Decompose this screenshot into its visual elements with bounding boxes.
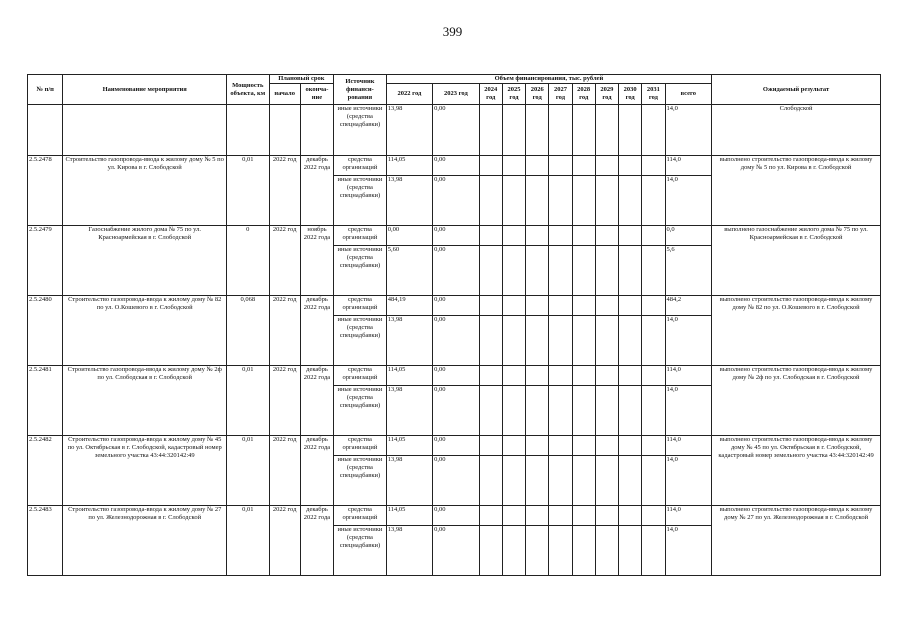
source-cell: иные источники (средства спецнадбавки): [334, 105, 387, 156]
header-year: 2022 год: [386, 84, 432, 105]
row-number: 2.5.2482: [28, 436, 63, 506]
empty-cell: [619, 526, 642, 576]
empty-cell: [526, 226, 549, 246]
end-cell: декабрь 2022 года: [300, 296, 333, 366]
empty-cell: [549, 226, 572, 246]
empty-cell: [595, 316, 618, 366]
empty-cell: [526, 316, 549, 366]
source-cell: средства организаций: [334, 156, 387, 176]
empty-cell: [549, 176, 572, 226]
value-2022: 114,05: [386, 506, 432, 526]
empty-cell: [479, 506, 502, 526]
header-year: 2023 год: [433, 84, 479, 105]
empty-cell: [595, 246, 618, 296]
empty-cell: [479, 436, 502, 456]
table-row: [28, 296, 881, 316]
empty-cell: [572, 226, 595, 246]
header-end: оконча-ние: [300, 84, 333, 105]
row-number: 2.5.2481: [28, 366, 63, 436]
header-source: Источник финанси-рования: [334, 75, 387, 105]
empty-cell: [502, 436, 525, 456]
empty-cell: [479, 156, 502, 176]
empty-cell: [479, 176, 502, 226]
header-year: 2025 год: [502, 84, 525, 105]
result-cell: выполнено строительство газопровода-ввода к жилому дому № 2ф по ул. Слободская в г. Слободской: [712, 366, 881, 436]
empty-cell: [572, 246, 595, 296]
capacity-cell: 0,01: [227, 366, 269, 436]
value-total: 0,0: [665, 226, 712, 246]
empty-cell: [642, 316, 665, 366]
funding-table: [27, 74, 881, 576]
empty-cell: [479, 456, 502, 506]
empty-cell: [642, 246, 665, 296]
value-2023: 0,00: [433, 246, 479, 296]
source-cell: иные источники (средства спецнадбавки): [334, 316, 387, 366]
header-year: 2030 год: [619, 84, 642, 105]
value-2022: 0,00: [386, 226, 432, 246]
end-cell: декабрь 2022 года: [300, 156, 333, 226]
value-2022: 114,05: [386, 156, 432, 176]
empty-cell: [502, 506, 525, 526]
header-capacity: Мощность объекта, км: [227, 75, 269, 105]
header-year: 2026 год: [526, 84, 549, 105]
empty-cell: [595, 156, 618, 176]
header-year: 2027 год: [549, 84, 572, 105]
empty-cell: [595, 176, 618, 226]
value-total: 14,0: [665, 456, 712, 506]
empty-cell: [572, 366, 595, 386]
value-2023: 0,00: [433, 105, 479, 156]
source-cell: средства организаций: [334, 436, 387, 456]
empty-cell: [595, 526, 618, 576]
empty-cell: [619, 316, 642, 366]
value-2022: 13,98: [386, 526, 432, 576]
result-cell: выполнено строительство газопровода-ввода к жилому дому № 82 по ул. О.Кошевого в г. Слободской: [712, 296, 881, 366]
page-number: 399: [442, 24, 463, 39]
empty-cell: [549, 246, 572, 296]
header-funding: Объем финансирования, тыс. рублей: [386, 75, 711, 84]
empty-cell: [595, 386, 618, 436]
value-2022: 13,98: [386, 105, 432, 156]
empty-cell: [642, 456, 665, 506]
empty-cell: [549, 456, 572, 506]
header-plan-term: Плановый срок: [269, 75, 334, 84]
empty-cell: [502, 526, 525, 576]
empty-cell: [479, 386, 502, 436]
header-total: всего: [665, 84, 712, 105]
result-cell: Слободской: [712, 105, 881, 156]
empty-cell: [549, 366, 572, 386]
value-2023: 0,00: [433, 506, 479, 526]
result-cell: выполнено строительство газопровода-ввода к жилому дому № 5 по ул. Кирова в г. Слободской: [712, 156, 881, 226]
capacity-cell: 0,01: [227, 506, 269, 576]
value-2023: 0,00: [433, 296, 479, 316]
value-2023: 0,00: [433, 176, 479, 226]
empty-cell: [642, 296, 665, 316]
empty-cell: [642, 386, 665, 436]
value-2022: 13,98: [386, 176, 432, 226]
empty-cell: [642, 156, 665, 176]
result-cell: выполнено газоснабжение жилого дома № 75 по ул. Красноармейская в г. Слободской: [712, 226, 881, 296]
empty-cell: [502, 456, 525, 506]
empty-cell: [572, 436, 595, 456]
empty-cell: [526, 526, 549, 576]
empty-cell: [572, 176, 595, 226]
carryover-row: [28, 105, 881, 156]
value-2022: 484,19: [386, 296, 432, 316]
start-cell: 2022 год: [269, 296, 300, 366]
value-2023: 0,00: [433, 156, 479, 176]
row-number: 2.5.2478: [28, 156, 63, 226]
value-total: 114,0: [665, 506, 712, 526]
value-2022: 13,98: [386, 316, 432, 366]
empty-cell: [619, 366, 642, 386]
empty-cell: [619, 386, 642, 436]
empty-cell: [502, 246, 525, 296]
empty-cell: [595, 366, 618, 386]
empty-cell: [619, 176, 642, 226]
empty-cell: [549, 156, 572, 176]
empty-cell: [479, 246, 502, 296]
value-2022: 5,60: [386, 246, 432, 296]
source-cell: иные источники (средства спецнадбавки): [334, 456, 387, 506]
result-cell: выполнено строительство газопровода-ввода к жилому дому № 45 по ул. Октябрьская в г. Слободской, кадастровый номер земельного участка 43:44:320142:49: [712, 436, 881, 506]
empty-cell: [526, 296, 549, 316]
empty-cell: [502, 156, 525, 176]
empty-cell: [619, 296, 642, 316]
header-year: 2028 год: [572, 84, 595, 105]
source-cell: средства организаций: [334, 366, 387, 386]
empty-cell: [526, 436, 549, 456]
empty-cell: [502, 386, 525, 436]
value-2023: 0,00: [433, 386, 479, 436]
source-cell: иные источники (средства спецнадбавки): [334, 246, 387, 296]
value-2023: 0,00: [433, 456, 479, 506]
empty-cell: [479, 226, 502, 246]
value-2023: 0,00: [433, 226, 479, 246]
header-num: № п/п: [28, 75, 63, 105]
empty-cell: [572, 316, 595, 366]
table-row: [28, 506, 881, 526]
empty-cell: [595, 506, 618, 526]
empty-cell: [595, 226, 618, 246]
empty-cell: [549, 386, 572, 436]
measure-name: Строительство газопровода-ввода к жилому дому № 82 по ул. О.Кошевого в г. Слободской: [63, 296, 227, 366]
empty-cell: [502, 366, 525, 386]
header-start: начало: [269, 84, 300, 105]
measure-name: Газоснабжение жилого дома № 75 по ул. Красноармейская в г. Слободской: [63, 226, 227, 296]
empty-cell: [642, 436, 665, 456]
value-2022: 13,98: [386, 386, 432, 436]
table-header: [28, 75, 881, 105]
source-cell: иные источники (средства спецнадбавки): [334, 176, 387, 226]
table-row: [28, 366, 881, 386]
end-cell: декабрь 2022 года: [300, 366, 333, 436]
empty-cell: [595, 436, 618, 456]
measure-name: Строительство газопровода-ввода к жилому дому № 2ф по ул. Слободская в г. Слободской: [63, 366, 227, 436]
empty-cell: [619, 456, 642, 506]
empty-cell: [572, 456, 595, 506]
measure-name: Строительство газопровода-ввода к жилому дому № 27 по ул. Железнодорожная в г. Слободской: [63, 506, 227, 576]
row-number: 2.5.2480: [28, 296, 63, 366]
empty-cell: [549, 316, 572, 366]
empty-cell: [619, 246, 642, 296]
empty-cell: [595, 296, 618, 316]
capacity-cell: 0: [227, 226, 269, 296]
value-2022: 114,05: [386, 366, 432, 386]
empty-cell: [619, 156, 642, 176]
empty-cell: [479, 316, 502, 366]
empty-cell: [526, 156, 549, 176]
value-2023: 0,00: [433, 366, 479, 386]
empty-cell: [619, 506, 642, 526]
empty-cell: [549, 526, 572, 576]
start-cell: 2022 год: [269, 156, 300, 226]
start-cell: 2022 год: [269, 366, 300, 436]
header-year: 2031 год: [642, 84, 665, 105]
value-total: 114,0: [665, 436, 712, 456]
empty-cell: [572, 296, 595, 316]
result-cell: выполнено строительство газопровода-ввода к жилому дому № 27 по ул. Железнодорожная в г. Слободской: [712, 506, 881, 576]
empty-cell: [572, 526, 595, 576]
empty-cell: [479, 296, 502, 316]
start-cell: 2022 год: [269, 226, 300, 296]
empty-cell: [549, 296, 572, 316]
row-number: 2.5.2479: [28, 226, 63, 296]
empty-cell: [502, 226, 525, 246]
value-2023: 0,00: [433, 526, 479, 576]
value-total: 5,6: [665, 246, 712, 296]
empty-cell: [595, 456, 618, 506]
row-number: 2.5.2483: [28, 506, 63, 576]
value-2023: 0,00: [433, 316, 479, 366]
empty-cell: [642, 176, 665, 226]
header-year: 2024 год: [479, 84, 502, 105]
capacity-cell: 0,01: [227, 436, 269, 506]
header-name: Наименование мероприятия: [63, 75, 227, 105]
source-cell: средства организаций: [334, 506, 387, 526]
measure-name: Строительство газопровода-ввода к жилому дому № 45 по ул. Октябрьская в г. Слободской, кадастровый номер земельного участка 43:44:320142:49: [63, 436, 227, 506]
empty-cell: [526, 246, 549, 296]
empty-cell: [572, 156, 595, 176]
value-total: 14,0: [665, 316, 712, 366]
empty-cell: [642, 226, 665, 246]
empty-cell: [526, 176, 549, 226]
empty-cell: [572, 386, 595, 436]
value-total: 484,2: [665, 296, 712, 316]
empty-cell: [526, 386, 549, 436]
start-cell: 2022 год: [269, 436, 300, 506]
value-total: 14,0: [665, 386, 712, 436]
source-cell: средства организаций: [334, 226, 387, 246]
end-cell: декабрь 2022 года: [300, 506, 333, 576]
end-cell: декабрь 2022 года: [300, 436, 333, 506]
empty-cell: [549, 436, 572, 456]
empty-cell: [549, 506, 572, 526]
source-cell: иные источники (средства спецнадбавки): [334, 386, 387, 436]
table-row: [28, 156, 881, 176]
empty-cell: [526, 506, 549, 526]
measure-name: Строительство газопровода-ввода к жилому дому № 5 по ул. Кирова в г. Слободской: [63, 156, 227, 226]
value-total: 14,0: [665, 526, 712, 576]
value-2022: 13,98: [386, 456, 432, 506]
table-row: [28, 436, 881, 456]
empty-cell: [642, 526, 665, 576]
empty-cell: [479, 526, 502, 576]
value-total: 14,0: [665, 176, 712, 226]
empty-cell: [526, 456, 549, 506]
empty-cell: [619, 226, 642, 246]
empty-cell: [619, 436, 642, 456]
empty-cell: [642, 366, 665, 386]
capacity-cell: 0,01: [227, 156, 269, 226]
end-cell: ноябрь 2022 года: [300, 226, 333, 296]
table-row: [28, 226, 881, 246]
empty-cell: [502, 316, 525, 366]
empty-cell: [502, 176, 525, 226]
empty-cell: [526, 366, 549, 386]
value-2023: 0,00: [433, 436, 479, 456]
header-year: 2029 год: [595, 84, 618, 105]
empty-cell: [502, 296, 525, 316]
value-total: 114,0: [665, 156, 712, 176]
empty-cell: [572, 506, 595, 526]
capacity-cell: 0,068: [227, 296, 269, 366]
empty-cell: [642, 506, 665, 526]
value-total: 14,0: [665, 105, 712, 156]
source-cell: средства организаций: [334, 296, 387, 316]
header-result: Ожидаемый результат: [712, 75, 881, 105]
value-total: 114,0: [665, 366, 712, 386]
start-cell: 2022 год: [269, 506, 300, 576]
value-2022: 114,05: [386, 436, 432, 456]
empty-cell: [479, 366, 502, 386]
source-cell: иные источники (средства спецнадбавки): [334, 526, 387, 576]
